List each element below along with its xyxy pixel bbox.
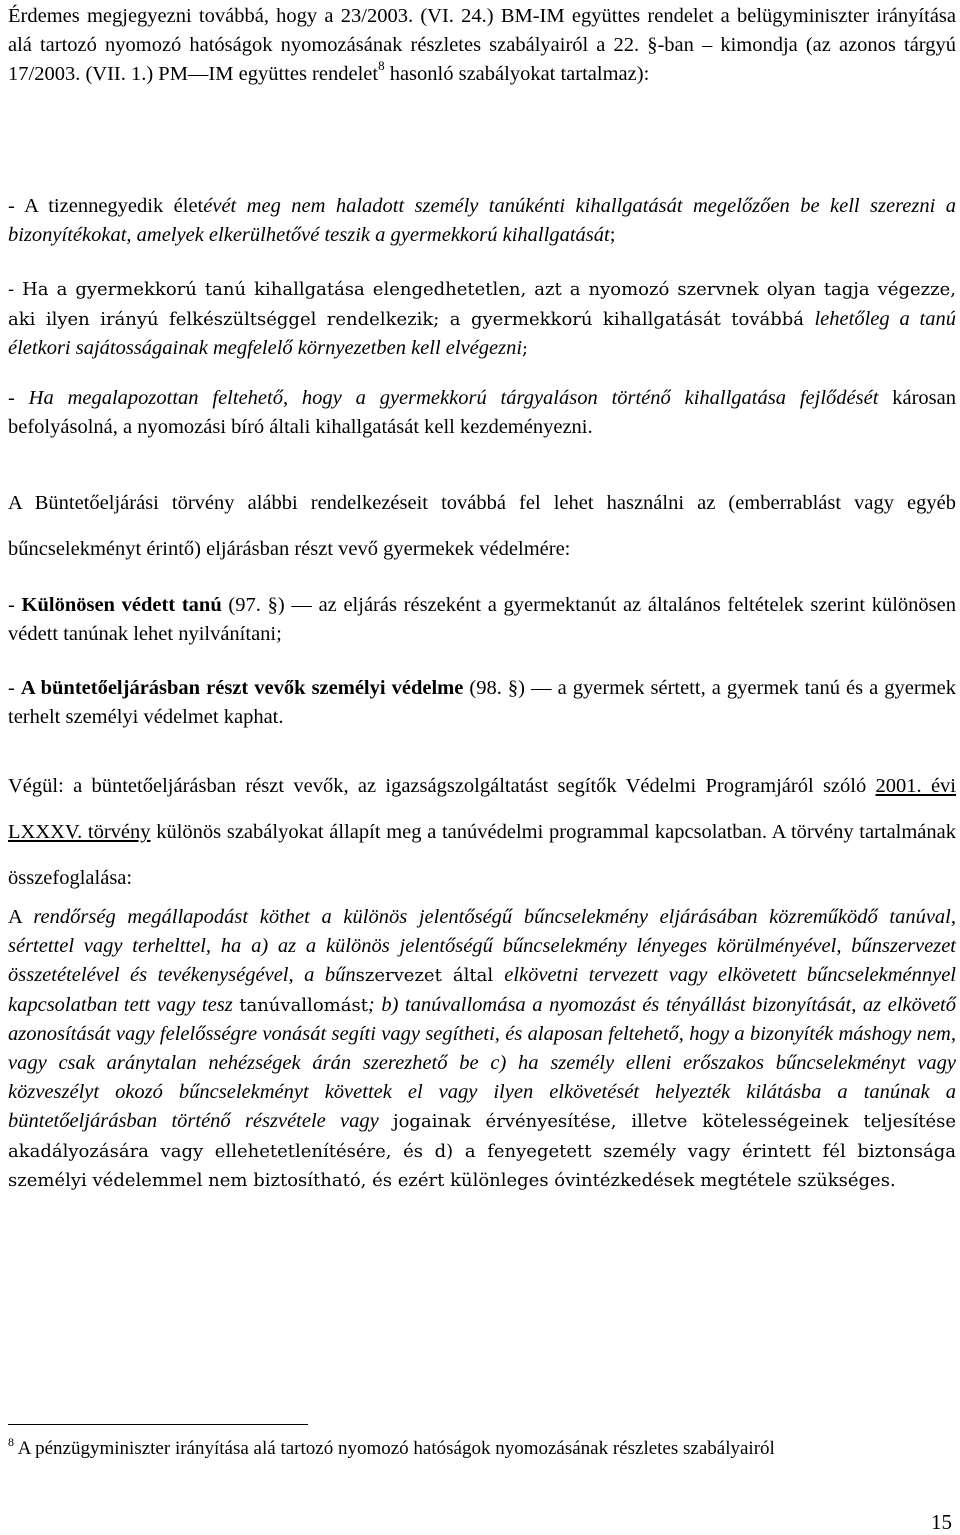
- bullet-2: [8, 276, 956, 364]
- final-text: Végül: a büntetőeljárásban részt vevők, az igazságszolgáltatást segítők Védelmi Programjáról szóló: [8, 775, 876, 797]
- list-dash: -: [8, 677, 21, 699]
- page-number: 15: [931, 1510, 952, 1534]
- list-dash: -: [8, 594, 22, 616]
- summary-c: szervezet által: [355, 965, 505, 987]
- summary-paragraph: [8, 903, 956, 1195]
- bullet-1: [8, 192, 956, 249]
- final-text-end: különös szabályokat állapít meg a tanúvédelmi programmal kapcsolatban. A törvény tartalmának összefoglalása:: [8, 821, 957, 889]
- summary-italic-2: elkövetni tervezett vagy elkövetett bűncselekménnyel kapcsolatban tett vagy tesz: [8, 964, 956, 1016]
- summary-italic-3: ; b) tanúvallomása a nyomozást és tényállást bizonyítását, az elkövető azonosítását vagy felelősségre vonását segíti vagy segítheti, és alaposan feltehető, hogy a bizonyíték máshogy nem, vagy csak aránytalan nehézségek árán szerezhető be c) ha személy elleni erőszakos bűncselekményt vagy közveszélyt okozó bűncselekményt követtek el vagy ilyen elkövetését helyezték kilátásba a tanúnak a büntetőeljárásban történő részvétele vagy: [8, 993, 957, 1133]
- bullet-3-italic: - Ha megalapozottan feltehető, hogy a gyermekkorú tárgyaláson történő kihallgatása fejlődését: [8, 387, 879, 409]
- intro-text-end: hasonló szabályokat tartalmaz):: [384, 63, 650, 86]
- list-item-1-title: Különösen védett tanú: [21, 594, 222, 616]
- summary-a: A: [8, 906, 34, 928]
- footnote-text: A pénzügyminiszter irányítása alá tartozó nyomozó hatóságok nyomozásának részletes szabályairól: [14, 1438, 775, 1459]
- btk-text: A Büntetőeljárási törvény alábbi rendelkezéseit továbbá fel lehet használni az (emberrablást vagy egyéb bűncselekményt érintő) eljárásban részt vevő gyermekek védelmére:: [8, 492, 956, 560]
- bullet-1-text: - A tizennegyedik élet: [8, 195, 204, 217]
- bullet-3: [8, 384, 956, 441]
- final-paragraph: [8, 763, 956, 901]
- list-item-2: [8, 674, 956, 731]
- bullet-3-text: károsan befolyásolná, a nyomozási bíró általi kihallgatását kell kezdeményezni.: [8, 387, 956, 438]
- footnote-ref[interactable]: 8: [378, 58, 385, 74]
- summary-italic-1: rendőrség megállapodást köthet a különös jelentőségű bűncselekmény eljárásában közreműködő tanúval, sértettel vagy terhelttel, ha a) az a különös jelentőségű bűncselekmény lényeges körülményével, bűnszervezet összetételével és tevékenységével, a bűn: [8, 906, 956, 987]
- list-item-2-text: (98. §) — a gyermek sértett, a gyermek tanú és a gyermek terhelt személyi védelmet kaphat.: [8, 677, 957, 728]
- bullet-1-italic: évét meg nem haladott személy tanúkénti kihallgatását megelőzően be kell szerezni a bizonyítékokat, amelyek elkerülhetővé teszik a gyermekkorú kihallgatását: [8, 195, 956, 246]
- intro-paragraph: [8, 2, 956, 90]
- footnote: [8, 1435, 775, 1460]
- bullet-2-text: - Ha a gyermekkorú tanú kihallgatása elengedhetetlen, azt a nyomozó szervnek olyan tagja végezze, aki ilyen irányú felkészültséggel rendelkezik; a gyermekkorú kihallgatását továbbá: [8, 279, 956, 330]
- bullet-2-end: ;: [522, 338, 529, 360]
- summary-g: jogainak érvényesítése, illetve kötelességeinek teljesítése akadályozására vagy ellehetetlenítésére, és d) a fenyegetett személy vagy érintett fél biztonsága személyi védelemmel nem biztosítható, és ezért különleges óvintézkedések megtétele szükséges.: [8, 1111, 957, 1191]
- list-item-1-text: (97. §) — az eljárás részeként a gyermektanút az általános feltételek szerint különösen védett tanúnak lehet nyilvánítani;: [8, 594, 956, 645]
- btk-paragraph: [8, 480, 956, 572]
- summary-e: tanúvallomást: [239, 994, 368, 1016]
- footnote-number: 8: [8, 1435, 14, 1449]
- law-link[interactable]: 2001. évi LXXXV. törvény: [8, 775, 956, 843]
- intro-text: Érdemes megjegyezni továbbá, hogy a 23/2003. (VI. 24.) BM-IM együttes rendelet a belügyminiszter irányítása alá tartozó nyomozó hatóságok nyomozásának részletes szabályairól a 22. §-ban – kimondja (az azonos tárgyú 17/2003. (VII. 1.) PM—IM együttes rendelet: [8, 5, 956, 86]
- bullet-2-italic: lehetőleg a tanú életkori sajátosságainak megfelelő környezetben kell elvégezni: [8, 307, 956, 360]
- bullet-1-end: ;: [609, 223, 616, 246]
- list-item-2-title: A büntetőeljárásban részt vevők személyi védelme: [20, 677, 464, 699]
- footnote-divider: [8, 1424, 308, 1425]
- list-item-1: [8, 591, 956, 648]
